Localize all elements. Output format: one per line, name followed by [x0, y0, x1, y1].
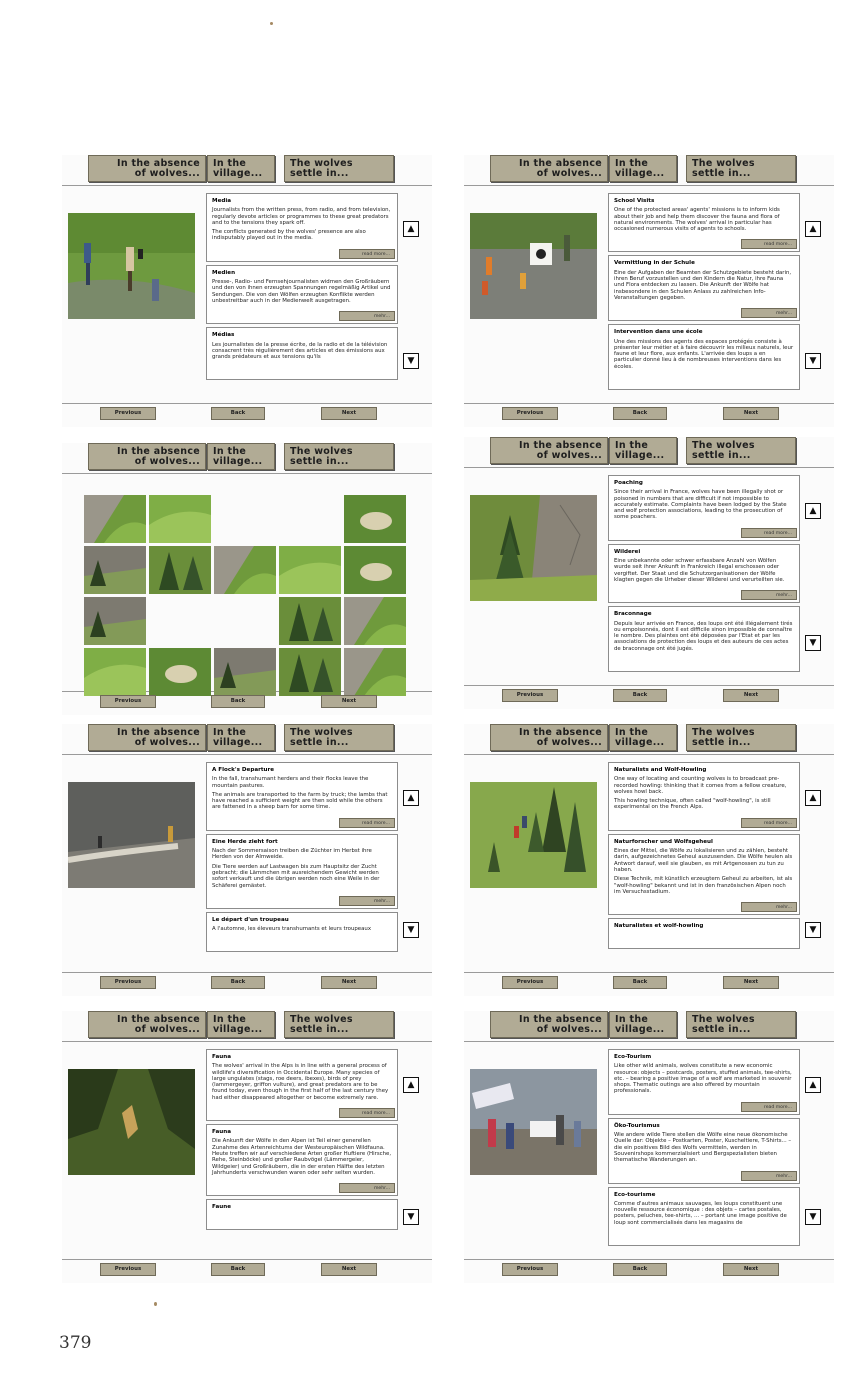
card-paragraph: Since their arrival in France, wolves have been illegally shot or poisoned in numbers that are difficult if not impossible to accurately estimate. Complaints have been lodged by the State and wolf protection associations, leading to the prosecution of some poachers. [614, 489, 787, 521]
tab-label: In the [615, 157, 649, 169]
tab-label: of wolves... [536, 1023, 602, 1035]
card-title: A Flock's Departure [212, 767, 275, 773]
next-button[interactable]: Next [321, 976, 377, 989]
read-more-button[interactable]: mehr... [339, 311, 395, 321]
info-card [608, 606, 800, 672]
header-rule [62, 185, 432, 186]
gallery-thumbnail[interactable] [344, 648, 406, 696]
scroll-down-arrow-icon[interactable]: ▼ [805, 1209, 821, 1225]
info-card [608, 1049, 800, 1115]
tab-label: In the [213, 157, 247, 169]
tab-label: settle in... [290, 1023, 349, 1035]
info-card [608, 475, 800, 541]
read-more-button[interactable]: mehr... [741, 590, 797, 600]
info-card [206, 912, 398, 953]
header-rule [464, 467, 834, 468]
tab-label: In the [213, 445, 247, 457]
tab-label: of wolves... [134, 455, 200, 467]
card-title: Eco-tourisme [614, 1191, 656, 1198]
card-title: Wilderei [614, 548, 641, 555]
card-title: Naturalists and Wolf-Howling [614, 767, 707, 773]
tab-in-the-absence[interactable] [490, 155, 608, 182]
card-title: Fauna [212, 1129, 232, 1136]
gallery-thumbnail[interactable] [149, 495, 211, 543]
next-button[interactable]: Next [723, 689, 779, 702]
tab-label: settle in... [290, 736, 349, 748]
tab-label: The wolves [692, 157, 755, 169]
gallery-thumbnail[interactable] [149, 648, 211, 696]
footer-rule [464, 403, 834, 404]
card-title: Braconnage [614, 611, 652, 618]
panel-poaching [464, 437, 834, 709]
gallery-thumbnail[interactable] [279, 597, 341, 645]
tab-label: village... [615, 449, 665, 461]
tab-wolves-settle-in[interactable] [284, 724, 394, 751]
previous-button[interactable]: Previous [502, 1263, 558, 1276]
tab-label: settle in... [290, 455, 349, 467]
info-card [206, 193, 398, 262]
info-card [608, 762, 800, 831]
scene-photo [68, 1069, 195, 1175]
tab-label: In the absence [116, 157, 200, 169]
card-paragraph: Diese Technik, mit künstlich erzeugtem Geheul zu arbeiten, ist als "wolf-howling" bekannt und ist in den französischen Alpen noch im Versuchsstadium. [614, 876, 793, 895]
footer-rule [62, 403, 432, 404]
card-paragraph: One of the protected areas' agents' missions is to inform kids about their job and help them discover the fauna and flora of natural environments. The wolves' arrival in particular has occasioned numerous visits of agents to schools. [614, 207, 780, 233]
tab-label: of wolves... [536, 167, 602, 179]
tab-label: The wolves [290, 726, 353, 738]
tab-label: of wolves... [536, 736, 602, 748]
card-paragraph: The wolves' arrival in the Alps is in line with a general process of wildlife's diversification in Occidental Europe. Many species of large ungulates (stags, roe deers, ibexes), birds of prey (lammergeyer, griffon vulture), and great predators are to be found today, even though in the first half of the last century they had either disappeared altogether or become extremely rare. [212, 1063, 389, 1101]
tab-label: In the absence [518, 157, 602, 169]
card-title: Fauna [212, 1054, 232, 1060]
gallery-thumbnail[interactable] [84, 495, 146, 543]
scroll-up-arrow-icon[interactable]: ▲ [403, 1077, 419, 1093]
tab-in-the-village[interactable] [207, 155, 275, 182]
back-button[interactable]: Back [211, 1263, 265, 1276]
card-title: Media [212, 198, 232, 204]
panel-eco-tourism [464, 1011, 834, 1283]
read-more-button[interactable]: read more... [339, 249, 395, 259]
read-more-button[interactable]: read more... [339, 1108, 395, 1118]
previous-button[interactable]: Previous [100, 1263, 156, 1276]
info-card [608, 918, 800, 949]
read-more-button[interactable]: read more... [339, 818, 395, 828]
footer-rule [464, 1259, 834, 1260]
panel-gallery [62, 443, 432, 715]
next-button[interactable]: Next [321, 1263, 377, 1276]
tab-label: In the absence [518, 1013, 602, 1025]
tab-wolves-settle-in[interactable] [284, 443, 394, 470]
card-paragraph: A l'automne, les éleveurs transhumants et leurs troupeaux [212, 926, 372, 933]
scroll-up-arrow-icon[interactable]: ▲ [805, 221, 821, 237]
read-more-button[interactable]: read more... [741, 1102, 797, 1112]
info-card [206, 1199, 398, 1230]
tab-label: village... [213, 1023, 263, 1035]
tab-label: In the absence [518, 726, 602, 738]
tab-label: of wolves... [134, 736, 200, 748]
card-title: Medien [212, 269, 236, 276]
tab-label: village... [615, 1023, 665, 1035]
tab-label: In the absence [116, 1013, 200, 1025]
gallery-thumbnail[interactable] [344, 546, 406, 594]
info-card [206, 265, 398, 324]
tab-label: In the absence [518, 439, 602, 451]
tab-in-the-absence[interactable] [88, 1011, 206, 1038]
header-rule [464, 1041, 834, 1042]
card-paragraph: Wie andere wilde Tiere stellen die Wölfe eine neue ökonomische Quelle dar: Objekte – Postkarten, Poster, Kuscheltiere, T-Shirts... – die ein positives Bild des Wolfs vermitteln, werden in Souvenirshops kommerzialisiert und Bergspezialisten bieten thematische Wanderungen an. [614, 1132, 792, 1164]
text-scroll-area [608, 1049, 800, 1255]
tab-in-the-absence[interactable] [88, 155, 206, 182]
read-more-button[interactable]: read more... [741, 818, 797, 828]
tab-in-the-absence[interactable] [88, 724, 206, 751]
info-card [206, 327, 398, 380]
card-paragraph: One way of locating and counting wolves is to broadcast pre-recorded howling: thinking that it comes from a fellow creature, wolves howl back. [614, 776, 787, 795]
back-button[interactable]: Back [211, 407, 265, 420]
scroll-down-arrow-icon[interactable]: ▼ [805, 922, 821, 938]
card-title: Naturforscher und Wolfsgeheul [614, 838, 713, 845]
tab-in-the-village[interactable] [609, 724, 677, 751]
card-title: Eco-Tourism [614, 1054, 652, 1060]
text-scroll-area [206, 1049, 398, 1255]
read-more-button[interactable]: mehr... [741, 902, 797, 912]
scene-photo [470, 495, 597, 601]
panel-school-visits [464, 155, 834, 427]
scene-photo [470, 782, 597, 888]
tab-in-the-absence[interactable] [490, 724, 608, 751]
tab-in-the-absence[interactable] [490, 437, 608, 464]
tab-label: village... [213, 736, 263, 748]
text-scroll-area [608, 193, 800, 399]
next-button[interactable]: Next [723, 407, 779, 420]
back-button[interactable]: Back [613, 407, 667, 420]
tab-label: In the [213, 726, 247, 738]
gallery-thumbnail[interactable] [279, 648, 341, 696]
back-button[interactable]: Back [211, 976, 265, 989]
tab-label: settle in... [290, 167, 349, 179]
card-paragraph: Eines der Mittel, die Wölfe zu lokalisieren und zu zählen, besteht darin, aufgezeichnetes Geheul auszusenden. Die Wölfe heulen als Antwort darauf, weil sie glauben, es mit Artgenossen zu tun zu haben. [614, 848, 793, 873]
scene-photo [68, 782, 195, 888]
gallery-thumbnail[interactable] [84, 648, 146, 696]
card-title: Le départ d'un troupeau [212, 916, 289, 923]
tab-label: In the [615, 1013, 649, 1025]
info-card [608, 1118, 800, 1184]
tab-label: village... [213, 455, 263, 467]
scroll-up-arrow-icon[interactable]: ▲ [403, 790, 419, 806]
info-card [206, 1124, 398, 1196]
previous-button[interactable]: Previous [100, 695, 156, 708]
tab-wolves-settle-in[interactable] [686, 724, 796, 751]
scroll-down-arrow-icon[interactable]: ▼ [403, 922, 419, 938]
card-paragraph: Eine der Aufgaben der Beamten der Schutzgebiete besteht darin, ihren Beruf vorzustellen und den Kindern die Natur, ihre Fauna und Flora entdecken zu lassen. Die Ankunft der Wölfe hat insbesondere in den Schulen Anlass zu zahlreichen Info-Veranstaltungen gegeben. [614, 269, 792, 301]
header-rule [464, 185, 834, 186]
tab-label: In the absence [116, 445, 200, 457]
next-button[interactable]: Next [321, 695, 377, 708]
card-paragraph: Eine unbekannte oder schwer erfassbare Anzahl von Wölfen wurde seit ihrer Ankunft in Frankreich illegal erschossen oder vergiftet. Der Staat und die Schutzorganisationen der Wölfe klagten gegen die Urheber dieser Wilderei und verurteilten sie. [614, 558, 785, 583]
info-card [608, 255, 800, 321]
info-card [206, 762, 398, 831]
tab-label: of wolves... [134, 1023, 200, 1035]
scroll-down-arrow-icon[interactable]: ▼ [403, 1209, 419, 1225]
footer-rule [464, 972, 834, 973]
scroll-down-arrow-icon[interactable]: ▼ [805, 353, 821, 369]
panel-fauna [62, 1011, 432, 1283]
card-title: School Visits [614, 198, 655, 204]
next-button[interactable]: Next [723, 1263, 779, 1276]
card-paragraph: Die Ankunft der Wölfe in den Alpen ist Teil einer generellen Zunahme des Artenreichtums der Westeuropäischen Wildfauna. Heute treffen wir auf verschiedene Arten großer Huftiere (Hirsche, Rehe, Steinböcke) und großer Raubvögel (Lämmergeier, Wildgeier) und Großräubern, die in der ersten Hälfte des letzten Jahrhunderts verschwunden waren oder sehr selten wurden. [212, 1138, 392, 1176]
card-paragraph: In the fall, transhumant herders and their flocks leave the mountain pastures. [212, 776, 369, 789]
tab-label: settle in... [692, 449, 751, 461]
tab-label: settle in... [692, 736, 751, 748]
scroll-up-arrow-icon[interactable]: ▲ [805, 503, 821, 519]
tab-label: In the [213, 1013, 247, 1025]
previous-button[interactable]: Previous [502, 976, 558, 989]
tab-label: The wolves [290, 445, 353, 457]
image-gallery [84, 495, 409, 700]
back-button[interactable]: Back [211, 695, 265, 708]
gallery-thumbnail[interactable] [344, 495, 406, 543]
tab-wolves-settle-in[interactable] [686, 1011, 796, 1038]
tab-label: village... [213, 167, 263, 179]
card-title: Eine Herde zieht fort [212, 838, 278, 845]
scene-photo [68, 213, 195, 319]
gallery-thumbnail[interactable] [84, 597, 146, 645]
previous-button[interactable]: Previous [100, 976, 156, 989]
tab-in-the-village[interactable] [207, 443, 275, 470]
gallery-thumbnail[interactable] [214, 648, 276, 696]
tab-label: settle in... [692, 167, 751, 179]
page-number: 379 [59, 1333, 92, 1353]
previous-button[interactable]: Previous [502, 407, 558, 420]
card-title: Naturalistes et wolf-howling [614, 923, 704, 930]
tab-in-the-village[interactable] [207, 724, 275, 751]
text-scroll-area [206, 762, 398, 968]
scroll-up-arrow-icon[interactable]: ▲ [805, 1077, 821, 1093]
next-button[interactable]: Next [321, 407, 377, 420]
tab-in-the-village[interactable] [609, 1011, 677, 1038]
tab-label: In the [615, 726, 649, 738]
footer-rule [464, 685, 834, 686]
read-more-button[interactable]: mehr... [741, 308, 797, 318]
tab-label: The wolves [290, 157, 353, 169]
info-card [608, 544, 800, 603]
scroll-down-arrow-icon[interactable]: ▼ [805, 635, 821, 651]
tab-label: The wolves [290, 1013, 353, 1025]
read-more-button[interactable]: mehr... [339, 1183, 395, 1193]
info-card [608, 834, 800, 915]
info-card [206, 834, 398, 909]
card-paragraph: Les journalistes de la presse écrite, de la radio et de la télévision consacrent très régulièrement des articles et des émissions aux grands prédateurs et aux tensions qu'ils [212, 341, 388, 361]
tab-label: of wolves... [536, 449, 602, 461]
tab-label: The wolves [692, 439, 755, 451]
card-paragraph: Presse-, Radio- und Fernsehjournalisten widmen den Großräubern und den von ihnen erzeugten Spannungen regelmäßig Artikel und Sendungen. Die von den Wölfen erzeugten Konflikte werden unbestreitbar auch in der Medienwelt ausgetragen. [212, 279, 391, 304]
card-paragraph: Nach der Sommersaison treiben die Züchter im Herbst ihre Herden von der Almweide. [212, 848, 372, 861]
tab-in-the-absence[interactable] [88, 443, 206, 470]
footer-rule [62, 1259, 432, 1260]
gallery-thumbnail[interactable] [214, 546, 276, 594]
card-paragraph: Depuis leur arrivée en France, des loups ont été illégalement tirés ou empoisonnés, dont il est difficile sinon impossible de connaître le nombre. Des plaintes ont été déposées par l'Etat et par les associations de protection des loups et des auteurs de ces actes de braconnage ont été jugés. [614, 620, 793, 652]
dust-speck [154, 1302, 157, 1306]
card-title: Médias [212, 332, 235, 339]
previous-button[interactable]: Previous [502, 689, 558, 702]
card-title: Öko-Tourismus [614, 1122, 660, 1129]
gallery-thumbnail[interactable] [149, 546, 211, 594]
tab-wolves-settle-in[interactable] [686, 437, 796, 464]
panel-media [62, 155, 432, 427]
tab-label: In the absence [116, 726, 200, 738]
info-card [206, 1049, 398, 1121]
text-scroll-area [608, 475, 800, 681]
tab-label: The wolves [692, 726, 755, 738]
header-rule [62, 1041, 432, 1042]
scroll-down-arrow-icon[interactable]: ▼ [403, 353, 419, 369]
card-paragraph: Journalists from the written press, from radio, and from television, regularly devote articles or programmes to these great predators and to the tensions they spark off. [212, 207, 391, 226]
footer-rule [62, 972, 432, 973]
read-more-button[interactable]: mehr... [339, 896, 395, 906]
dust-speck [270, 22, 273, 25]
read-more-button[interactable]: mehr... [741, 1171, 797, 1181]
tab-label: of wolves... [134, 167, 200, 179]
info-card [608, 193, 800, 252]
card-paragraph: Die Tiere werden auf Lastwagen bis zum Hauptsitz der Zucht gebracht; die Lämmchen mit ausreichendem Gewicht werden sofort verkauft und die übrigen werden noch eine Weile in der Schäferei gemästet. [212, 863, 380, 889]
tab-wolves-settle-in[interactable] [284, 1011, 394, 1038]
previous-button[interactable]: Previous [100, 407, 156, 420]
gallery-thumbnail[interactable] [84, 546, 146, 594]
text-scroll-area [206, 193, 398, 399]
card-title: Poaching [614, 480, 643, 486]
tab-in-the-absence[interactable] [490, 1011, 608, 1038]
tab-in-the-village[interactable] [609, 437, 677, 464]
scene-photo [470, 1069, 597, 1175]
text-scroll-area [608, 762, 800, 968]
panel-naturalists [464, 724, 834, 996]
back-button[interactable]: Back [613, 1263, 667, 1276]
header-rule [62, 473, 432, 474]
scroll-up-arrow-icon[interactable]: ▲ [403, 221, 419, 237]
back-button[interactable]: Back [613, 689, 667, 702]
card-paragraph: Like other wild animals, wolves constitute a new economic resource: objects – postcards, posters, stuffed animals, tee-shirts, etc. – bearing a positive image of a wolf are marketed in souvenir shops. Thematic outings are also offered by mountain professionals. [614, 1063, 792, 1095]
read-more-button[interactable]: read more... [741, 239, 797, 249]
tab-label: village... [615, 736, 665, 748]
info-card [608, 1187, 800, 1246]
scene-photo [470, 213, 597, 319]
header-rule [62, 754, 432, 755]
tab-in-the-village[interactable] [609, 155, 677, 182]
gallery-thumbnail[interactable] [344, 597, 406, 645]
card-title: Faune [212, 1204, 232, 1211]
card-title: Intervention dans une école [614, 329, 703, 336]
header-rule [464, 754, 834, 755]
panel-flock-departure [62, 724, 432, 996]
card-title: Vermittlung in der Schule [614, 260, 695, 267]
read-more-button[interactable]: read more... [741, 528, 797, 538]
card-paragraph: The animals are transported to the farm by truck; the lambs that have reached a sufficient weight are then sold while the others are fattened in a sheep barn for some time. [212, 791, 388, 811]
tab-label: village... [615, 167, 665, 179]
next-button[interactable]: Next [723, 976, 779, 989]
tab-label: The wolves [692, 1013, 755, 1025]
back-button[interactable]: Back [613, 976, 667, 989]
tab-wolves-settle-in[interactable] [686, 155, 796, 182]
tab-in-the-village[interactable] [207, 1011, 275, 1038]
scroll-up-arrow-icon[interactable]: ▲ [805, 790, 821, 806]
gallery-thumbnail[interactable] [279, 546, 341, 594]
tab-label: In the [615, 439, 649, 451]
card-paragraph: This howling technique, often called "wolf-howling", is still experimental on the French Alps. [614, 798, 771, 811]
card-paragraph: Comme d'autres animaux sauvages, les loups constituent une nouvelle ressource économique : des objets – cartes postales, posters, peluches, tee-shirts, ... – portant une image positive de loup sont commercialisés dans les magasins de [614, 1200, 787, 1226]
card-paragraph: Une des missions des agents des espaces protégés consiste à présenter leur métier et à faire découvrir les milieux naturels, leur faune et leur flore, aux enfants. L'arrivée des loups a en particulier donné lieu à de nombreuses interventions dans les écoles. [614, 338, 794, 370]
card-paragraph: The conflicts generated by the wolves' presence are also indisputably played out in the media. [212, 229, 366, 242]
tab-label: settle in... [692, 1023, 751, 1035]
info-card [608, 324, 800, 390]
tab-wolves-settle-in[interactable] [284, 155, 394, 182]
